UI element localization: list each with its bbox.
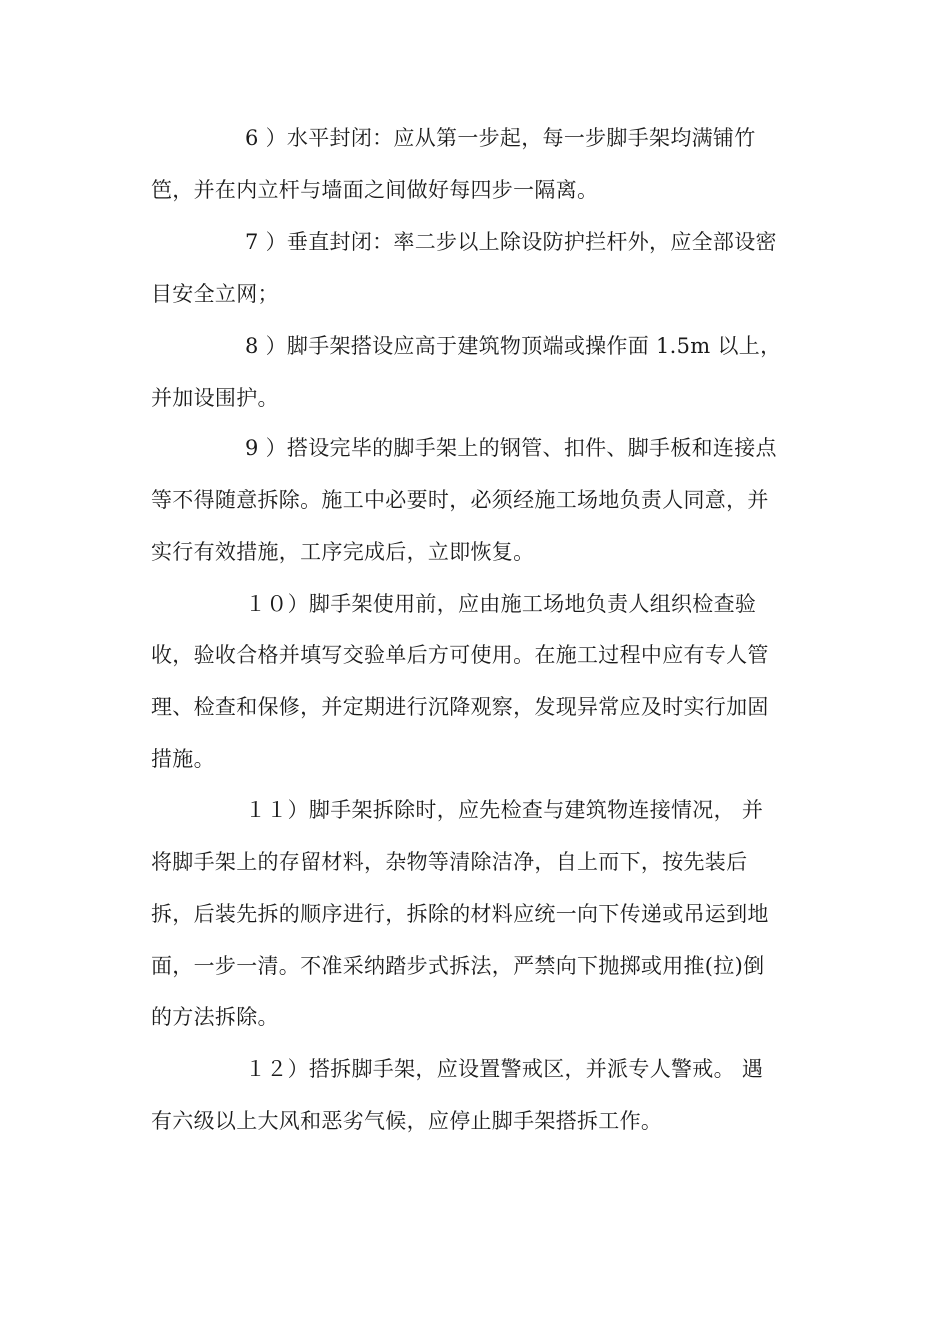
paragraph-11-line-3: 拆，后装先拆的顺序进行，拆除的材料应统一向下传递或吊运到地 [151,902,769,926]
paragraph-6-line-2: 笆，并在内立杆与墙面之间做好每四步一隔离。 [151,178,599,202]
paragraph-11-line-4: 面，一步一清。不准采纳踏步式拆法，严禁向下抛掷或用推(拉)倒 [151,954,765,978]
paragraph-7-line-2: 目安全立网； [151,282,279,306]
paragraph-11-line-2: 将脚手架上的存留材料，杂物等清除洁净，自上而下，按先装后 [151,850,748,874]
paragraph-8-line-2: 并加设围护。 [151,386,279,410]
paragraph-10-line-1: １０）脚手架使用前，应由施工场地负责人组织检查验 [245,592,757,616]
paragraph-6-line-1: 6 ）水平封闭：应从第一步起，每一步脚手架均满铺竹 [245,126,756,150]
paragraph-8-line-1: 8 ）脚手架搭设应高于建筑物顶端或操作面 1.5m 以上， [245,334,782,358]
paragraph-9-line-1: 9 ）搭设完毕的脚手架上的钢管、扣件、脚手板和连接点 [245,436,777,460]
paragraph-10-line-2: 收，验收合格并填写交验单后方可使用。在施工过程中应有专人管 [151,643,769,667]
paragraph-11-line-5: 的方法拆除。 [151,1005,279,1029]
paragraph-10-line-4: 措施。 [151,747,215,771]
paragraph-10-line-3: 理、检查和保修，并定期进行沉降观察，发现异常应及时实行加固 [151,695,769,719]
paragraph-9-line-2: 等不得随意拆除。施工中必要时，必须经施工场地负责人同意，并 [151,488,769,512]
paragraph-12-line-2: 有六级以上大风和恶劣气候，应停止脚手架搭拆工作。 [151,1109,663,1133]
paragraph-7-line-1: 7 ）垂直封闭：率二步以上除设防护拦杆外，应全部设密 [245,230,777,254]
paragraph-12-line-1: １２）搭拆脚手架，应设置警戒区，并派专人警戒。 遇 [245,1057,764,1081]
paragraph-11-line-1: １１）脚手架拆除时，应先检查与建筑物连接情况， 并 [245,798,764,822]
paragraph-9-line-3: 实行有效措施，工序完成后，立即恢复。 [151,540,535,564]
